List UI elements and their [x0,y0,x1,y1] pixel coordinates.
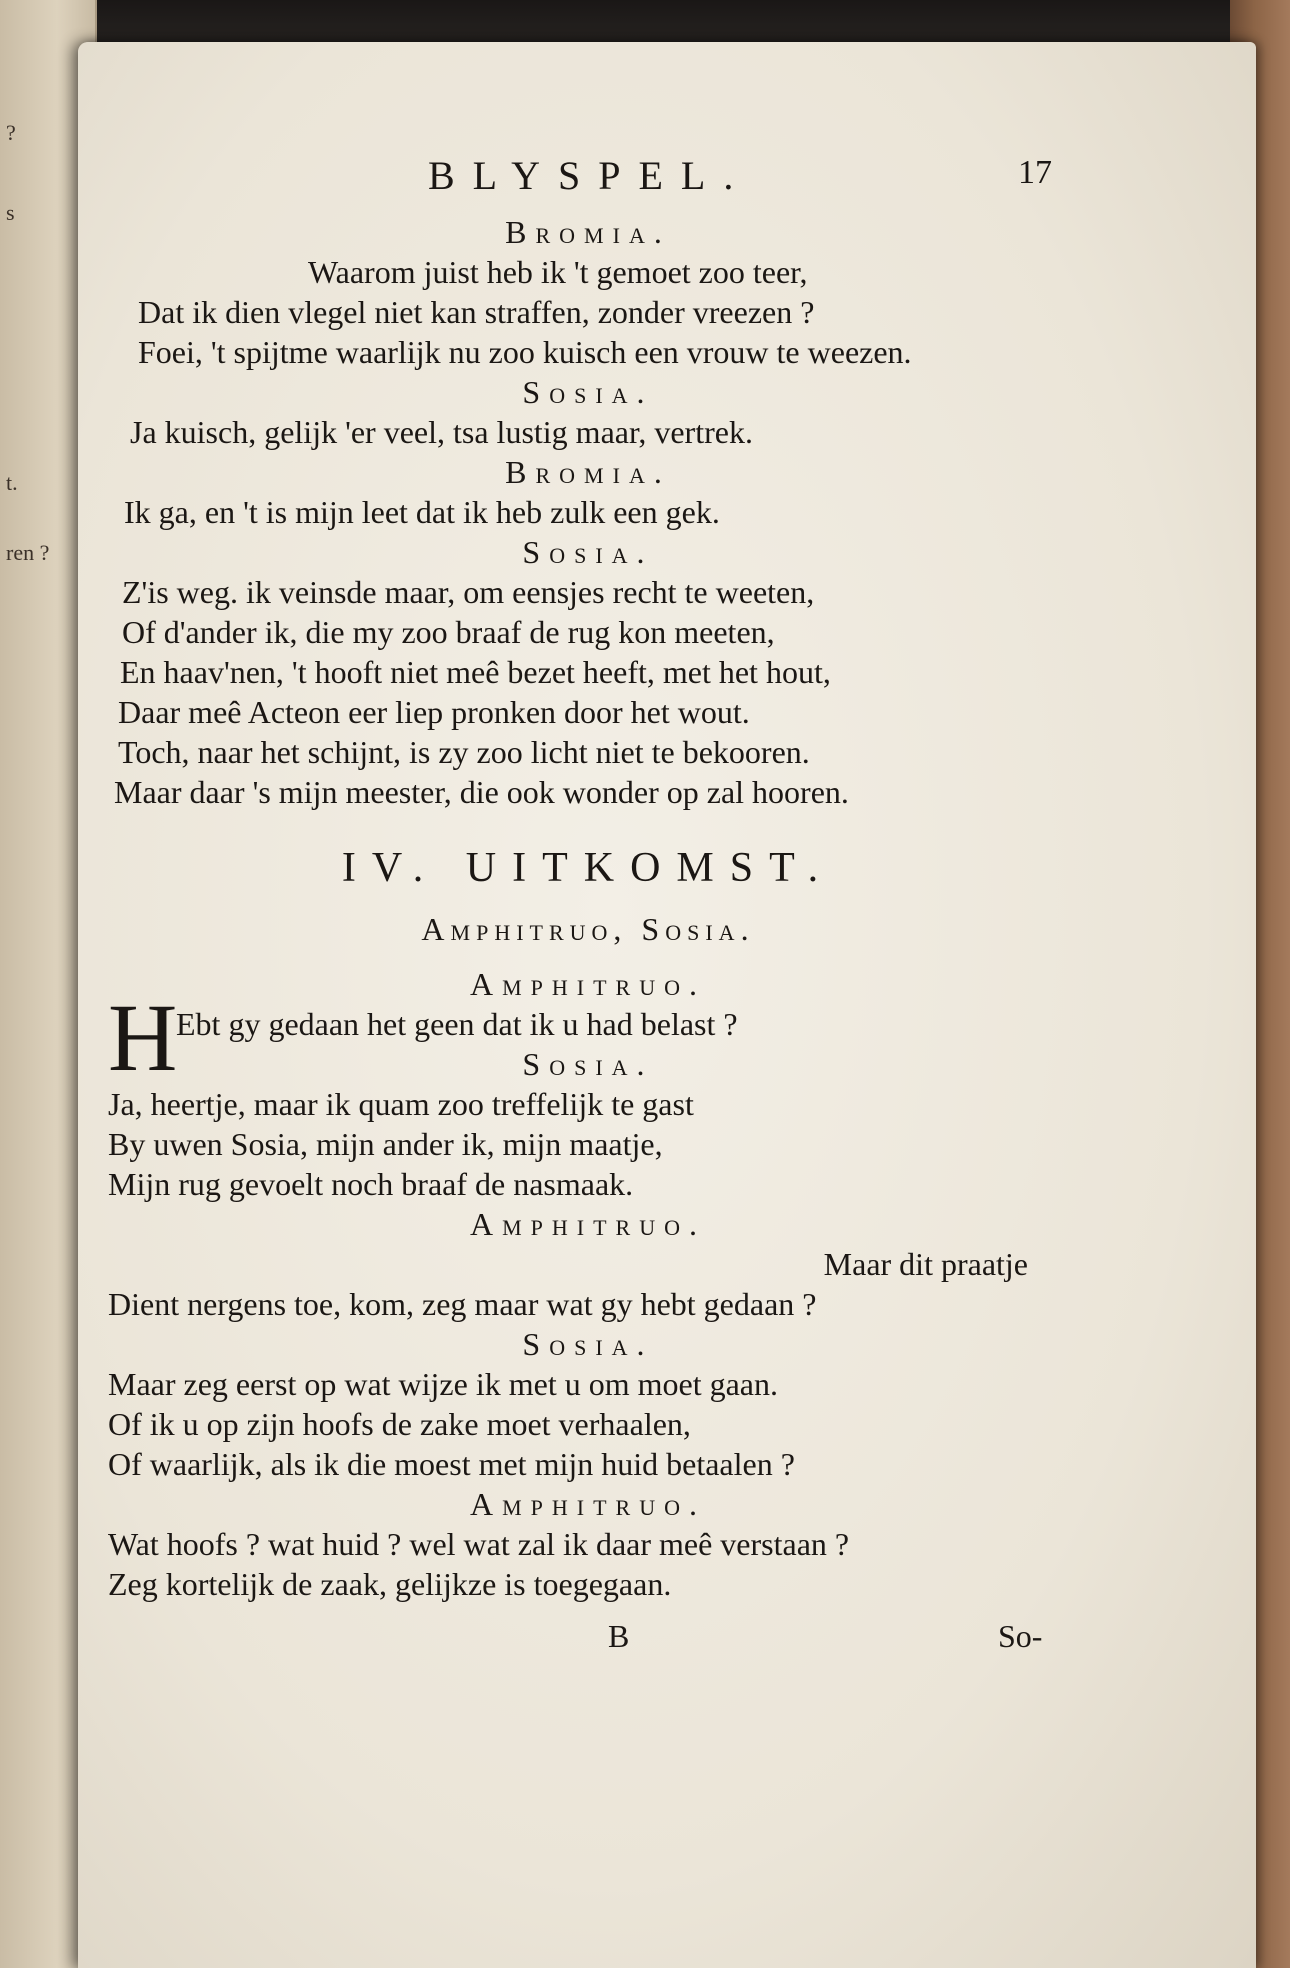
drop-cap: H [108,984,178,1091]
verse-line: Ja, heertje, maar ik quam zoo treffelijk te gast [108,1086,694,1122]
speaker-name: Amphitruo. [469,966,706,1002]
page-footer [108,1618,1068,1668]
signature-mark: B [608,1618,630,1654]
verse-line: Zeg kortelijk de zaak, gelijkze is toegegaan. [108,1566,672,1602]
verse-line: Maar zeg eerst op wat wijze ik met u om moet gaan. [108,1366,778,1402]
page-number: 17 [1018,154,1052,191]
verse-line: Dient nergens toe, kom, zeg maar wat gy hebt gedaan ? [108,1286,817,1322]
speaker-name: Amphitruo. [469,1206,706,1242]
verse-line: Of ik u op zijn hoofs de zake moet verhaalen, [108,1406,691,1442]
left-page-fragment: ? [6,120,16,145]
scene-cast: Amphitruo, Sosia. [421,911,755,947]
running-title: BLYSPEL. [428,153,752,198]
verse-text: Ebt gy gedaan het geen dat ik u had belast ? [176,1006,738,1042]
speaker-name: Sosia. [522,534,654,570]
page-text [108,152,1068,1668]
verse-line: Z'is weg. ik veinsde maar, om eensjes recht te weeten, [122,574,815,610]
verse-line: Ik ga, en 't is mijn leet dat ik heb zulk een gek. [124,494,720,530]
book-page [78,42,1256,1968]
running-header [108,152,1068,212]
verse-line: Toch, naar het schijnt, is zy zoo licht niet te bekooren. [118,734,810,770]
speaker-name: Amphitruo. [469,1486,706,1522]
verse-line: Daar meê Acteon eer liep pronken door het wout. [118,694,750,730]
left-page-fragment: ren ? [6,540,50,565]
speaker-name: Sosia. [522,1326,654,1362]
verse-line: Maar daar 's mijn meester, die ook wonder op zal hooren. [114,774,849,810]
verse-line: Maar dit praatje [823,1246,1028,1282]
verse-line: Of d'ander ik, die my zoo braaf de rug kon meeten, [122,614,775,650]
verse-line: En haav'nen, 't hooft niet meê bezet heeft, met het hout, [120,654,831,690]
verse-block-2 [108,964,1068,1604]
scene-heading: IV. UITKOMST. [341,845,835,891]
verse-line: Wat hoofs ? wat huid ? wel wat zal ik daar meê verstaan ? [108,1526,850,1562]
speaker-name: Sosia. [522,374,654,410]
speaker-name: Bromia. [505,454,671,490]
verse-line: Foei, 't spijtme waarlijk nu zoo kuisch een vrouw te weezen. [138,334,912,370]
speaker-name: Bromia. [505,214,671,250]
verse-line: Mijn rug gevoelt noch braaf de nasmaak. [108,1166,634,1202]
verse-block-1 [108,212,1068,812]
verse-line: Of waarlijk, als ik die moest met mijn huid betaalen ? [108,1446,795,1482]
verse-line: Waarom juist heb ik 't gemoet zoo teer, [308,254,808,290]
catchword: So- [998,1618,1043,1654]
verse-line: Ja kuisch, gelijk 'er veel, tsa lustig maar, vertrek. [130,414,753,450]
verse-line: Dat ik dien vlegel niet kan straffen, zonder vreezen ? [138,294,815,330]
left-page-fragment: s [6,200,15,225]
left-page-fragment: t. [6,470,18,495]
verse-line: By uwen Sosia, mijn ander ik, mijn maatje, [108,1126,663,1162]
speaker-name: Sosia. [522,1046,654,1082]
